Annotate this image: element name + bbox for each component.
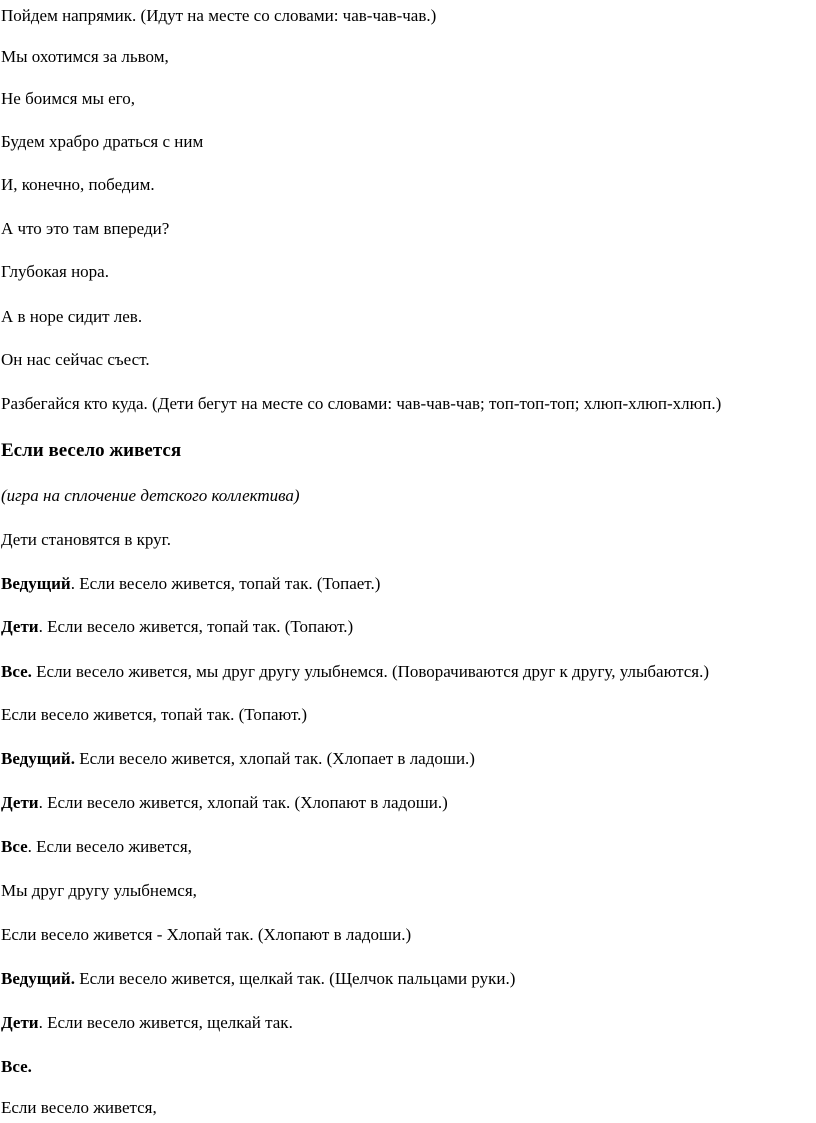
dialogue-line xyxy=(1,617,353,637)
dialogue-line xyxy=(1,837,192,857)
line-text: Если весело живется, щелкай так. (Щелчок пальцами руки.) xyxy=(74,969,516,988)
text-line xyxy=(1,262,109,282)
line-text: А в норе сидит лев. xyxy=(1,307,143,326)
line-text: Если весело живется, хлопай так. (Хлопает в ладоши.) xyxy=(74,749,475,768)
dialogue-line xyxy=(1,749,475,769)
line-text: Мы друг другу улыбнемся, xyxy=(1,881,197,900)
text-line xyxy=(1,394,721,414)
line-text: Он нас сейчас съест. xyxy=(1,350,150,369)
line-text: . Если весело живется, xyxy=(27,837,192,856)
dialogue-line xyxy=(1,793,448,813)
line-text: Если весело живется, топай так. (Топают.) xyxy=(1,705,308,724)
line-text: . Если весело живется, хлопай так. (Хлопают в ладоши.) xyxy=(38,793,448,812)
subtitle-text: (игра на сплочение детского коллектива) xyxy=(1,486,300,505)
text-line xyxy=(1,925,411,945)
speaker-label: Ведущий. xyxy=(1,969,75,988)
text-line xyxy=(1,175,155,195)
line-text: Если весело живется, xyxy=(1,1098,157,1117)
speaker-label: Все. xyxy=(1,662,32,681)
text-line xyxy=(1,132,203,152)
text-line xyxy=(1,47,169,67)
text-line xyxy=(1,6,436,26)
line-text: И, конечно, победим. xyxy=(1,175,155,194)
line-text: Дети становятся в круг. xyxy=(1,530,171,549)
text-line xyxy=(1,307,142,327)
speaker-label: Дети xyxy=(1,793,39,812)
line-text: Пойдем напрямик. (Идут на месте со словами: чав-чав-чав.) xyxy=(1,6,437,25)
speaker-label: Ведущий xyxy=(1,574,71,593)
text-line xyxy=(1,219,169,239)
line-text: Мы охотимся за львом, xyxy=(1,47,169,66)
section-subtitle xyxy=(1,486,300,506)
line-text: . Если весело живется, топай так. (Топают.) xyxy=(38,617,354,636)
dialogue-line xyxy=(1,662,709,682)
dialogue-line xyxy=(1,1057,32,1077)
line-text: А что это там впереди? xyxy=(1,219,170,238)
dialogue-line xyxy=(1,969,515,989)
line-text: . Если весело живется, топай так. (Топает.) xyxy=(70,574,381,593)
line-text: Если весело живется - Хлопай так. (Хлопают в ладоши.) xyxy=(1,925,412,944)
speaker-label: Все xyxy=(1,837,28,856)
line-text: Если весело живется, мы друг другу улыбнемся. (Поворачиваются друг к другу, улыбаются.) xyxy=(31,662,709,681)
text-line xyxy=(1,705,307,725)
text-line xyxy=(1,1098,157,1118)
speaker-label: Дети xyxy=(1,1013,39,1032)
line-text: Не боимся мы его, xyxy=(1,89,135,108)
text-line xyxy=(1,89,135,109)
heading-text: Если весело живется xyxy=(1,440,182,461)
speaker-label: Дети xyxy=(1,617,39,636)
dialogue-line xyxy=(1,1013,293,1033)
text-line xyxy=(1,350,150,370)
speaker-label: Все. xyxy=(1,1057,32,1076)
line-text: . Если весело живется, щелкай так. xyxy=(38,1013,293,1032)
line-text: Разбегайся кто куда. (Дети бегут на месте со словами: чав-чав-чав; топ-топ-топ; хлюп-хлюп-хлюп.) xyxy=(1,394,722,413)
dialogue-line xyxy=(1,574,380,594)
speaker-label: Ведущий. xyxy=(1,749,75,768)
line-text: Глубокая нора. xyxy=(1,262,109,281)
text-line xyxy=(1,530,171,550)
line-text: Будем храбро драться с ним xyxy=(1,132,204,151)
text-line xyxy=(1,881,197,901)
section-heading xyxy=(1,441,181,461)
